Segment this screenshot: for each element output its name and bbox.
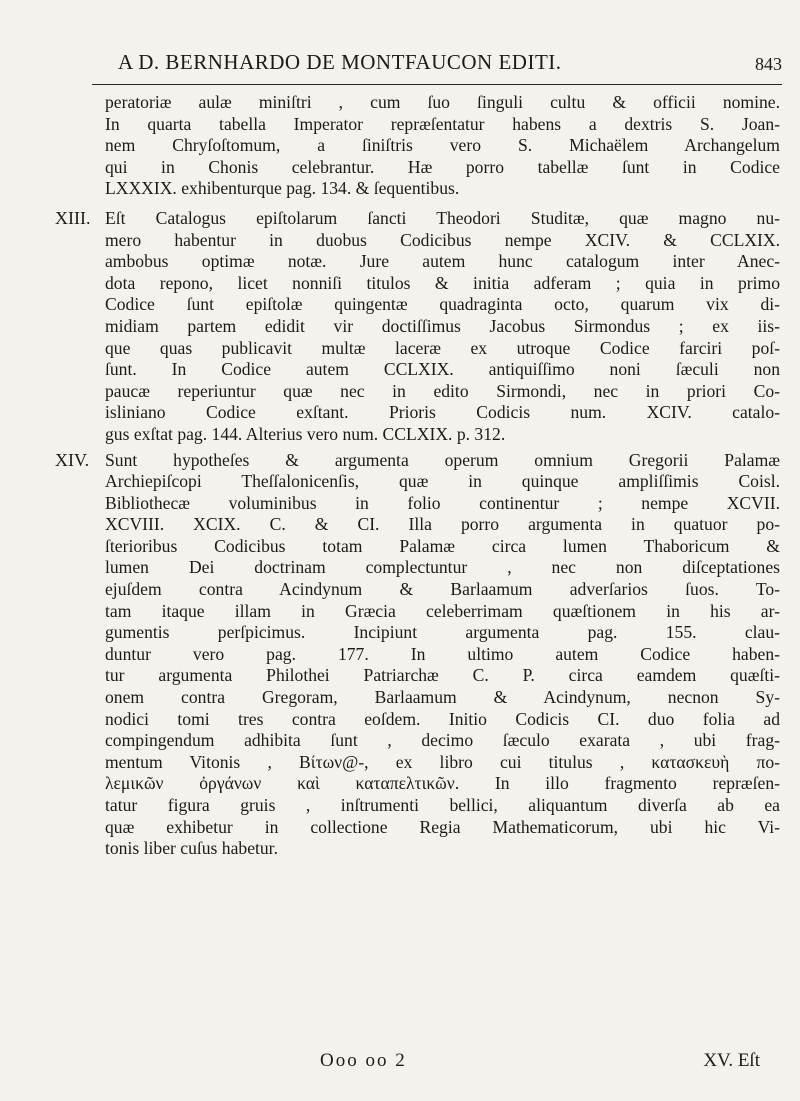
text-line: quæ exhibetur in collectione Regia Mathematicorum, ubi hic Vi- (105, 816, 780, 837)
page-header (92, 50, 782, 85)
text-line: compingendum adhibita ſunt , decimo ſæculo exarata , ubi frag- (105, 730, 780, 751)
text-line: λεμικῶν ὀργάνων καὶ καταπελτικῶν. In illo fragmento repræſen- (105, 773, 780, 794)
text-line: peratoriæ aulæ miniſtri , cum ſuo ſinguli cultu & officii nomine. (105, 92, 780, 112)
text-line: nodici tomi tres contra eoſdem. Initio Codicis CI. duo folia ad (105, 708, 780, 729)
page-number: 843 (755, 54, 782, 74)
text-line: gus exſtat pag. 144. Alterius vero num. CCLXIX. p. 312. (105, 423, 506, 444)
text-line: Bibliothecæ voluminibus in folio continentur ; nempe XCVII. (105, 492, 780, 513)
body-text (55, 92, 785, 860)
text-line: duntur vero pag. 177. In ultimo autem Codice haben- (105, 643, 780, 664)
text-line: Eſt Catalogus epiſtolarum ſancti Theodori Studitæ, quæ magno nu- (105, 207, 780, 228)
page-footer (320, 1050, 760, 1076)
text-line: lumen Dei doctrinam complectuntur , nec non diſceptationes (105, 557, 780, 578)
text-line: mentum Vitonis , Βίτων@-, ex libro cui titulus , κατασκευὴ πο- (105, 751, 780, 772)
text-line: paucæ reperiuntur quæ nec in edito Sirmondi, nec in priori Co- (105, 380, 780, 401)
text-line: Sunt hypotheſes & argumenta operum omnium Gregorii Palamæ (105, 449, 780, 470)
text-line: midiam partem edidit vir doctiſſimus Jacobus Sirmondus ; ex iis- (105, 315, 780, 336)
text-line: mero habentur in duobus Codicibus nempe XCIV. & CCLXIX. (105, 229, 780, 250)
paragraph-xiv (55, 450, 785, 860)
text-line: onem contra Gregoram, Barlaamum & Acindynum, necnon Sy- (105, 687, 780, 708)
paragraph-xiii (55, 208, 785, 446)
signature-mark: Ooo oo 2 (320, 1050, 407, 1071)
text-line: LXXXIX. exhibenturque pag. 134. & ſequentibus. (105, 178, 460, 199)
paragraph-number: XIII. (55, 207, 91, 228)
text-line: ambobus optimæ notæ. Jure autem hunc catalogum inter Anec- (105, 251, 780, 272)
text-line: nem Chryſoſtomum, a ſiniſtris vero S. Michaëlem Archangelum (105, 135, 780, 156)
text-line: gumentis perſpicimus. Incipiunt argumenta pag. 155. clau- (105, 622, 780, 643)
text-line: ſterioribus Codicibus totam Palamæ circa lumen Thaboricum & (105, 535, 780, 556)
paragraph-intro (55, 92, 785, 200)
text-line: qui in Chonis celebrantur. Hæ porro tabellæ ſunt in Codice (105, 156, 780, 177)
text-line: Codice ſunt epiſtolæ quingentæ quadraginta octo, quarum vix di- (105, 294, 780, 315)
text-line: Archiepiſcopi Theſſalonicenſis, quæ in quinque ampliſſimis Coisl. (105, 471, 780, 492)
paragraph-number: XIV. (55, 449, 90, 470)
text-line: ſunt. In Codice autem CCLXIX. antiquiſſimo noni ſæculi non (105, 359, 780, 380)
text-line: dota repono, licet nonniſi titulos & initia adferam ; quia in primo (105, 272, 780, 293)
catchword: XV. Eſt (703, 1050, 760, 1071)
text-line: ejuſdem contra Acindynum & Barlaamum adverſarios ſuos. To- (105, 579, 780, 600)
text-line: tatur figura gruis , inſtrumenti bellici, aliquantum diverſa ab ea (105, 795, 780, 815)
text-line: In quarta tabella Imperator repræſentatur habens a dextris S. Joan- (105, 113, 780, 134)
text-line: tonis liber cuſus habetur. (105, 838, 278, 859)
text-line: tam itaque illam in Græcia celeberrimam quæſtionem in his ar- (105, 600, 780, 621)
text-line: isliniano Codice exſtant. Prioris Codicis num. XCIV. catalo- (105, 402, 780, 423)
running-title: A D. BERNHARDO DE MONTFAUCON EDITI. (118, 50, 562, 74)
text-line: que quas publicavit multæ laceræ ex utroque Codice farciri poſ- (105, 337, 780, 358)
text-line: tur argumenta Philothei Patriarchæ C. P. circa eamdem quæſti- (105, 665, 780, 686)
text-line: XCVIII. XCIX. C. & CI. Illa porro argumenta in quatuor po- (105, 514, 780, 535)
